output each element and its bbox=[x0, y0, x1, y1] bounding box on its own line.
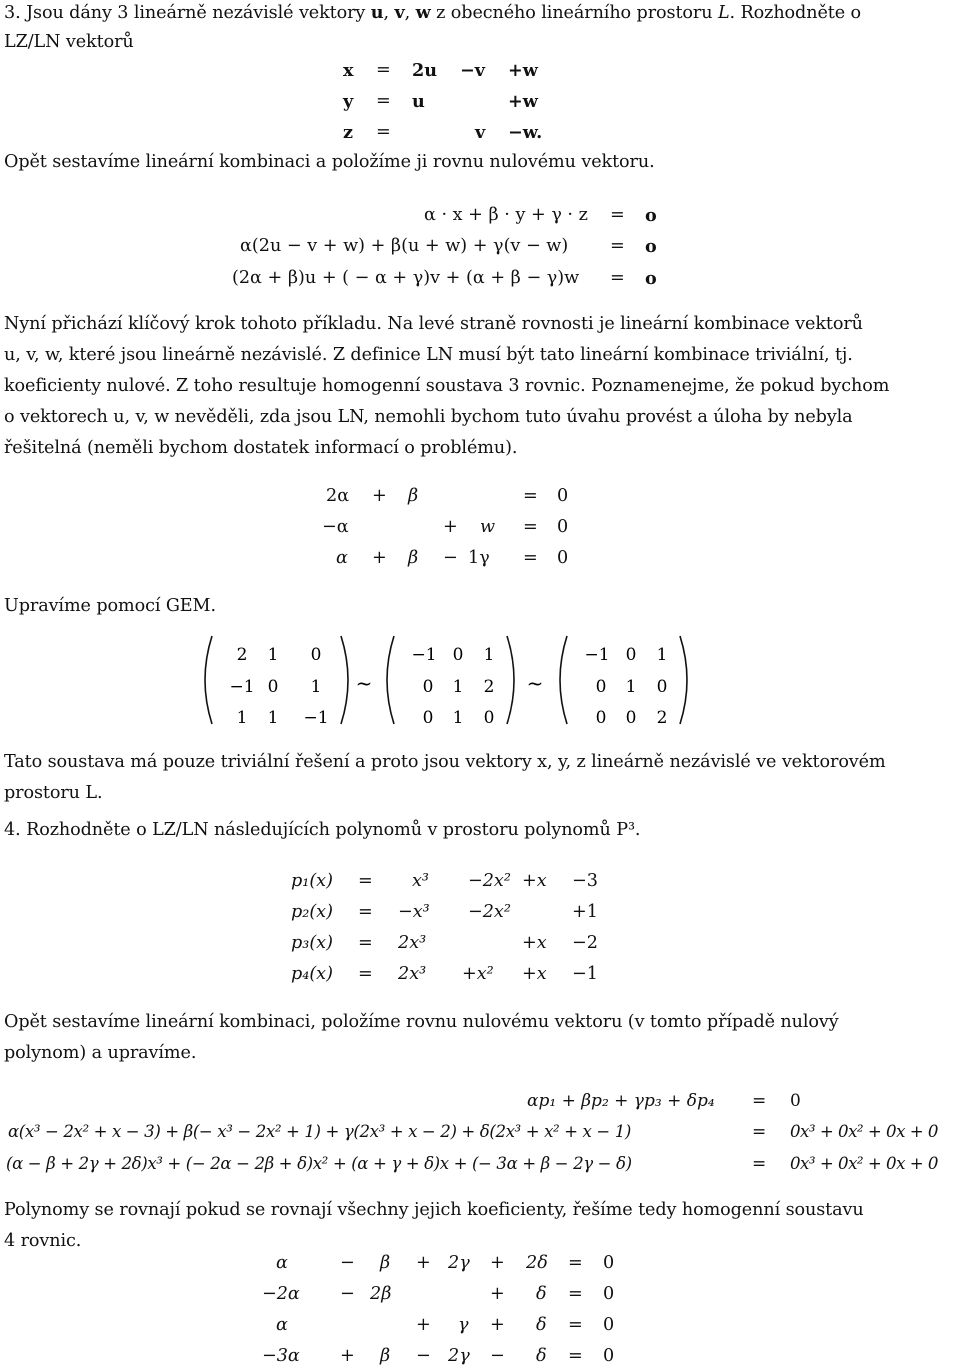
paragraph-line: u, v, w, které jsou lineárně nezávislé. Z definice LN musí být tato lineární kombinace triviální, tj. bbox=[4, 345, 853, 365]
space-symbol: L bbox=[717, 3, 730, 23]
problem3-intro: 3. Jsou dány 3 lineárně nezávislé vektory u, v, w z obecného lineárního prostoru L. Rozhodněte o bbox=[4, 2, 862, 23]
matrix-cell: 1 bbox=[267, 645, 279, 665]
conclusion-line: prostoru L. bbox=[4, 783, 103, 803]
problem4-closing: Polynomy se rovnají pokud se rovnají všechny jejich koeficienty, řešíme tedy homogenní soustavu bbox=[4, 1200, 864, 1220]
vector-w: w bbox=[415, 2, 431, 23]
poly-combo-equals: = bbox=[752, 1122, 767, 1142]
combo-rhs: o bbox=[645, 205, 657, 226]
matrix-cell: −1 bbox=[584, 645, 610, 665]
sys4-cell: δ bbox=[536, 1315, 547, 1335]
matrix-cell: 0 bbox=[452, 645, 464, 665]
sys4-cell: α bbox=[276, 1315, 288, 1335]
sys4-cell: δ bbox=[536, 1284, 547, 1304]
problem4-text: polynom) a upravíme. bbox=[4, 1043, 197, 1063]
sys-cell: 1γ bbox=[468, 548, 490, 568]
def-term: +w bbox=[508, 60, 538, 81]
matrix-cell: 1 bbox=[625, 677, 637, 697]
tilde-symbol: ~ bbox=[355, 671, 373, 695]
poly-term: 2x³ bbox=[398, 933, 427, 953]
poly-combo-rhs: 0x³ + 0x² + 0x + 0 bbox=[790, 1122, 938, 1141]
poly-combo-equals: = bbox=[752, 1154, 767, 1174]
sys4-cell: β bbox=[380, 1253, 391, 1273]
matrix-cell: 1 bbox=[483, 645, 495, 665]
sys4-cell: − bbox=[340, 1284, 355, 1304]
poly-combo-lhs: (α − β + 2γ + 2δ)x³ + (− 2α − 2β + δ)x² + (α + γ + δ)x + (− 3α + β − 2γ − δ) bbox=[6, 1154, 632, 1173]
poly-term: −x³ bbox=[398, 902, 430, 922]
sys4-cell: + bbox=[416, 1253, 431, 1273]
matrix-cell: 1 bbox=[310, 677, 322, 697]
poly-combo-rhs: 0 bbox=[790, 1091, 801, 1111]
problem4-closing: 4 rovnic. bbox=[4, 1231, 82, 1251]
matrix-cell: 2 bbox=[483, 677, 495, 697]
combo-equals: = bbox=[610, 236, 625, 256]
sys4-cell: α bbox=[276, 1253, 288, 1273]
sys4-cell: = bbox=[568, 1346, 583, 1366]
right-paren bbox=[341, 636, 348, 724]
matrix-cell: −1 bbox=[411, 645, 437, 665]
poly-term: +x bbox=[522, 933, 547, 953]
matrix-cell: 0 bbox=[310, 645, 322, 665]
sys4-cell: 2γ bbox=[448, 1253, 470, 1273]
sys4-cell: γ bbox=[458, 1315, 469, 1335]
matrix-cell: 0 bbox=[483, 708, 495, 728]
poly-term: +x bbox=[522, 871, 547, 891]
sys4-cell: 2γ bbox=[448, 1346, 470, 1366]
intro-text: z obecného lineárního prostoru bbox=[430, 3, 718, 23]
matrix-cell: 0 bbox=[267, 677, 279, 697]
poly-name: p₂(x) bbox=[291, 902, 333, 922]
def-equals: = bbox=[376, 91, 391, 111]
poly-equals: = bbox=[358, 871, 373, 891]
poly-term: −2 bbox=[572, 933, 598, 953]
sys-cell: = bbox=[523, 486, 538, 506]
matrix-cell: 0 bbox=[625, 708, 637, 728]
poly-term: +1 bbox=[572, 902, 598, 922]
matrix-reduction bbox=[0, 630, 960, 730]
sys-cell: + bbox=[372, 486, 387, 506]
poly-name: p₄(x) bbox=[291, 964, 333, 984]
vector-u: u bbox=[370, 2, 384, 23]
sys4-cell: 0 bbox=[603, 1346, 615, 1366]
sys4-cell: − bbox=[490, 1346, 505, 1366]
combo-lhs: α · x + β · y + γ · z bbox=[424, 205, 588, 225]
matrix-cell: 1 bbox=[236, 708, 248, 728]
vector-v: v bbox=[394, 2, 405, 23]
matrix-2 bbox=[387, 636, 514, 728]
sys4-cell: = bbox=[568, 1253, 583, 1273]
combo-text: Opět sestavíme lineární kombinaci a položíme ji rovnu nulovému vektoru. bbox=[4, 152, 655, 172]
sys-cell: β bbox=[408, 548, 419, 568]
sys4-cell: − bbox=[340, 1253, 355, 1273]
sys-cell: 0 bbox=[557, 548, 569, 568]
def-term: 2u bbox=[412, 60, 438, 81]
sys4-cell: 2δ bbox=[526, 1253, 548, 1273]
poly-equals: = bbox=[358, 933, 373, 953]
def-lhs: y bbox=[343, 91, 354, 112]
sys-cell: + bbox=[443, 517, 458, 537]
sys4-cell: −2α bbox=[262, 1284, 300, 1304]
sys-cell: β bbox=[408, 486, 419, 506]
matrix-cell: 0 bbox=[595, 677, 607, 697]
matrix-cell: −1 bbox=[229, 677, 255, 697]
sys-cell: + bbox=[372, 548, 387, 568]
sys4-cell: = bbox=[568, 1315, 583, 1335]
paragraph-line: řešitelná (neměli bychom dostatek informací o problému). bbox=[4, 438, 518, 458]
poly-equals: = bbox=[358, 902, 373, 922]
sys-cell: 0 bbox=[557, 517, 569, 537]
poly-equals: = bbox=[358, 964, 373, 984]
poly-term: −3 bbox=[572, 871, 598, 891]
matrix-cell: 0 bbox=[656, 677, 668, 697]
def-term: v bbox=[475, 122, 486, 143]
combo-lhs: α(2u − v + w) + β(u + w) + γ(v − w) bbox=[240, 236, 569, 256]
combo-equals: = bbox=[610, 205, 625, 225]
sys4-cell: 0 bbox=[603, 1315, 615, 1335]
sys4-cell: = bbox=[568, 1284, 583, 1304]
sys4-cell: + bbox=[490, 1315, 505, 1335]
poly-combo-equals: = bbox=[752, 1091, 767, 1111]
matrix-cell: 0 bbox=[422, 708, 434, 728]
sys4-cell: + bbox=[416, 1315, 431, 1335]
sys-cell: −α bbox=[322, 517, 349, 537]
sys4-cell: + bbox=[340, 1346, 355, 1366]
matrix-1 bbox=[205, 636, 348, 728]
combo-rhs: o bbox=[645, 268, 657, 289]
sys4-cell: + bbox=[490, 1253, 505, 1273]
conclusion-line: Tato soustava má pouze triviální řešení a proto jsou vektory x, y, z lineárně nezávislé ve vektorovém bbox=[4, 752, 886, 772]
paragraph-line: o vektorech u, v, w nevěděli, zda jsou LN, nemohli bychom tuto úvahu provést a úloha by nebyla bbox=[4, 407, 853, 427]
poly-term: −2x² bbox=[468, 902, 511, 922]
def-term: u bbox=[412, 91, 425, 112]
combo-rhs: o bbox=[645, 236, 657, 257]
paragraph-line: koeficienty nulové. Z toho resultuje homogenní soustava 3 rovnic. Poznamenejme, že pokud bychom bbox=[4, 376, 890, 396]
sys4-cell: −3α bbox=[262, 1346, 300, 1366]
sys-cell: α bbox=[336, 548, 348, 568]
def-equals: = bbox=[376, 122, 391, 142]
problem4-text: Opět sestavíme lineární kombinaci, položíme rovnu nulovému vektoru (v tomto případě nulový bbox=[4, 1012, 839, 1032]
matrix-cell: 0 bbox=[625, 645, 637, 665]
gem-label: Upravíme pomocí GEM. bbox=[4, 596, 216, 616]
intro-text: . Rozhodněte o bbox=[729, 3, 862, 23]
poly-combo-lhs: α(x³ − 2x² + x − 3) + β(− x³ − 2x² + 1) + γ(2x³ + x − 2) + δ(2x³ + x² + x − 1) bbox=[8, 1122, 631, 1141]
def-lhs: x bbox=[343, 60, 354, 81]
sys-cell: − bbox=[443, 548, 458, 568]
def-lhs: z bbox=[343, 122, 353, 143]
matrix-cell: 1 bbox=[452, 708, 464, 728]
poly-combo-lhs: αp₁ + βp₂ + γp₃ + δp₄ bbox=[527, 1091, 715, 1111]
matrix-cell: −1 bbox=[303, 708, 329, 728]
sys-cell: = bbox=[523, 548, 538, 568]
sys4-cell: 0 bbox=[603, 1253, 615, 1273]
left-paren bbox=[387, 636, 394, 724]
poly-term: −2x² bbox=[468, 871, 511, 891]
matrix-cell: 0 bbox=[422, 677, 434, 697]
poly-term: 2x³ bbox=[398, 964, 427, 984]
sys4-cell: β bbox=[380, 1346, 391, 1366]
poly-term: x³ bbox=[412, 871, 429, 891]
matrix-cell: 1 bbox=[267, 708, 279, 728]
left-paren bbox=[205, 636, 212, 724]
def-term: −v bbox=[460, 60, 485, 81]
problem3-intro-line2: LZ/LN vektorů bbox=[4, 32, 134, 52]
matrix-cell: 0 bbox=[595, 708, 607, 728]
sys-cell: = bbox=[523, 517, 538, 537]
sys4-cell: δ bbox=[536, 1346, 547, 1366]
paragraph-line: Nyní přichází klíčový krok tohoto příkladu. Na levé straně rovnosti je lineární kombinace vektorů bbox=[4, 314, 863, 334]
matrix-cell: 1 bbox=[656, 645, 668, 665]
poly-name: p₁(x) bbox=[291, 871, 333, 891]
right-paren bbox=[507, 636, 514, 724]
matrix-3 bbox=[560, 636, 687, 728]
sys-cell: w bbox=[480, 517, 496, 537]
tilde-symbol: ~ bbox=[526, 671, 544, 695]
combo-lhs: (2α + β)u + ( − α + γ)v + (α + β − γ)w bbox=[232, 268, 580, 288]
poly-name: p₃(x) bbox=[291, 933, 333, 953]
poly-combo-rhs: 0x³ + 0x² + 0x + 0 bbox=[790, 1154, 938, 1173]
intro-text: 3. Jsou dány 3 lineárně nezávislé vektory bbox=[4, 3, 371, 23]
matrix-cell: 2 bbox=[236, 645, 248, 665]
matrix-cell: 1 bbox=[452, 677, 464, 697]
sys4-cell: 2β bbox=[370, 1284, 392, 1304]
poly-term: +x bbox=[522, 964, 547, 984]
def-equals: = bbox=[376, 60, 391, 80]
right-paren bbox=[680, 636, 687, 724]
problem4-heading: 4. Rozhodněte o LZ/LN následujících polynomů v prostoru polynomů P³. bbox=[4, 820, 641, 840]
def-term: +w bbox=[508, 91, 538, 112]
def-term: −w. bbox=[508, 122, 543, 143]
poly-term: −1 bbox=[572, 964, 598, 984]
matrix-cell: 2 bbox=[656, 708, 668, 728]
sys4-cell: 0 bbox=[603, 1284, 615, 1304]
left-paren bbox=[560, 636, 567, 724]
sys4-cell: + bbox=[490, 1284, 505, 1304]
sys-cell: 0 bbox=[557, 486, 569, 506]
sys-cell: 2α bbox=[326, 486, 350, 506]
poly-term: +x² bbox=[462, 964, 494, 984]
sys4-cell: − bbox=[416, 1346, 431, 1366]
combo-equals: = bbox=[610, 268, 625, 288]
